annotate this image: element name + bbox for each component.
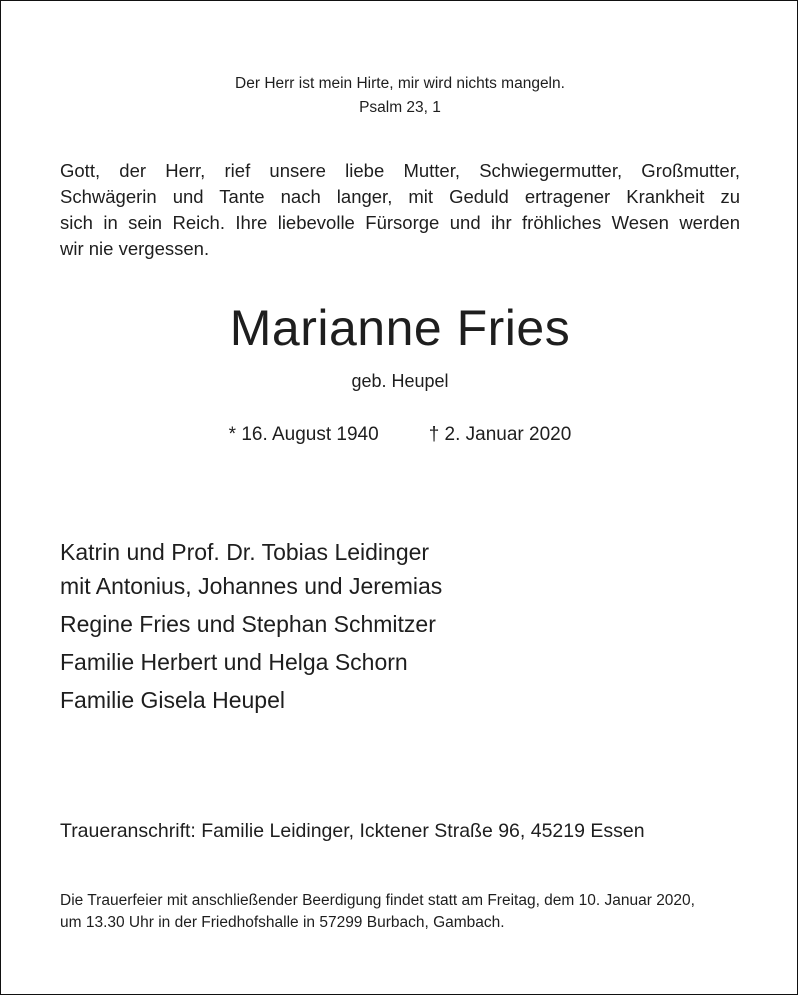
mourning-address: Traueranschrift: Familie Leidinger, Icktener Straße 96, 45219 Essen	[60, 820, 645, 842]
funeral-info	[60, 890, 750, 934]
maiden-name: geb. Heupel	[351, 371, 449, 391]
mourners-list	[60, 535, 760, 721]
death-date: † 2. Januar 2020	[428, 424, 572, 445]
intro-line: sich in sein Reich. Ihre liebevolle Fürsorge und ihr fröhliches Wesen werden	[60, 212, 740, 233]
life-dates	[0, 422, 800, 448]
mourner-line: Familie Gisela Heupel	[60, 687, 285, 713]
mourner-line: mit Antonius, Johannes und Jeremias	[60, 573, 443, 599]
verse-reference: Psalm 23, 1	[359, 99, 441, 116]
bible-verse	[0, 72, 800, 120]
birth-date: * 16. August 1940	[228, 424, 379, 445]
funeral-line: um 13.30 Uhr in der Friedhofshalle in 57299 Burbach, Gambach.	[60, 914, 505, 931]
mourner-line: Regine Fries und Stephan Schmitzer	[60, 611, 436, 637]
intro-line: Gott, der Herr, rief unsere liebe Mutter, Schwiegermutter, Großmutter,	[60, 160, 740, 181]
mourner-group	[60, 645, 760, 679]
funeral-line: Die Trauerfeier mit anschließender Beerdigung findet statt am Freitag, dem 10. Januar 2020,	[60, 892, 695, 909]
mourner-group	[60, 607, 760, 641]
intro-paragraph	[60, 158, 740, 262]
deceased-name: Marianne Fries	[229, 300, 571, 356]
intro-line: Schwägerin und Tante nach langer, mit Geduld ertragener Krankheit zu	[60, 186, 740, 207]
verse-quote: Der Herr ist mein Hirte, mir wird nichts mangeln.	[235, 75, 565, 92]
mourner-line: Familie Herbert und Helga Schorn	[60, 649, 408, 675]
mourner-line: Katrin und Prof. Dr. Tobias Leidinger	[60, 539, 430, 565]
intro-line: wir nie vergessen.	[60, 238, 210, 259]
mourner-group	[60, 683, 760, 717]
mourner-group	[60, 535, 760, 603]
